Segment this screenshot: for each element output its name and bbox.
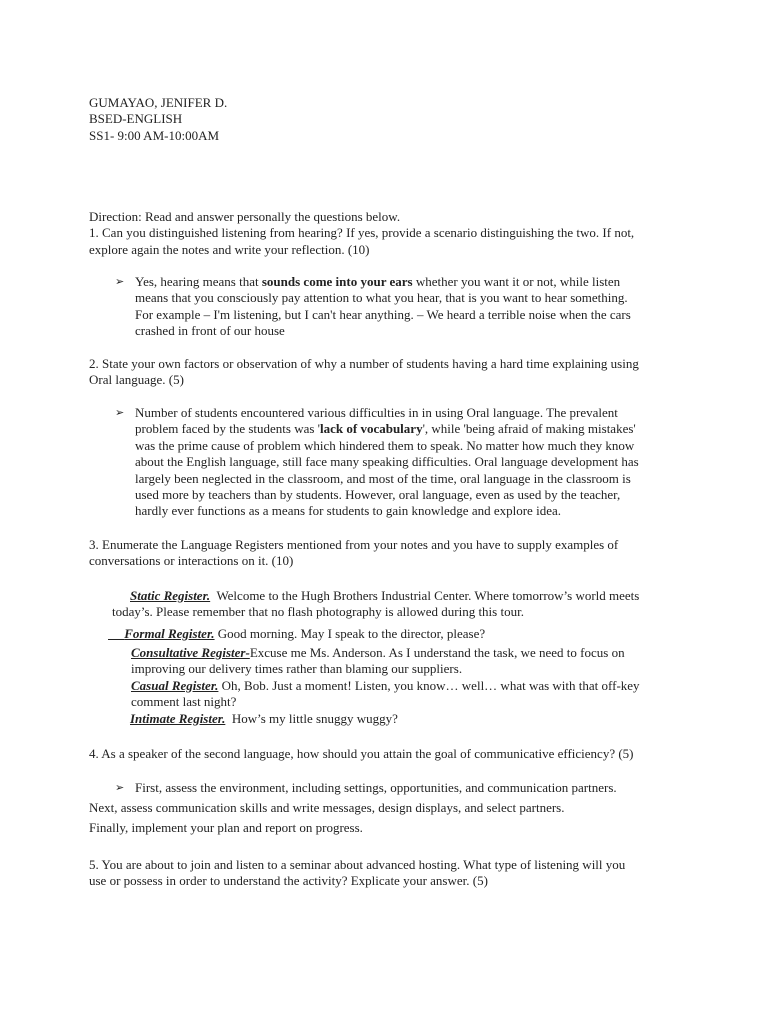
static-register-label: Static Register. <box>130 588 211 603</box>
static-register-text: Welcome to the Hugh Brothers Industrial Center. Where tomorrow’s world meets <box>216 588 640 603</box>
static-register-line-1 <box>112 588 692 604</box>
question-2-line-2: Oral language. (5) <box>89 372 184 388</box>
question-2-line-1: 2. State your own factors or observation of why a number of students having a hard time explaining using <box>89 356 639 371</box>
bullet-arrow-icon: ➢ <box>115 275 125 288</box>
answer-4-text-1: First, assess the environment, including settings, opportunities, and communication partners. <box>135 780 617 795</box>
answer-1-line-2: means that you consciously pay attention to what you hear, that is you want to hear something. <box>135 290 628 306</box>
direction-text: Direction: Read and answer personally the questions below. <box>89 209 401 224</box>
answer-2-bold: lack of vocabulary <box>320 421 423 437</box>
answer-4-line-3: Finally, implement your plan and report on progress. <box>89 820 363 836</box>
answer-4-line-1 <box>135 780 695 796</box>
formal-register-text: Good morning. May I speak to the director, please? <box>217 626 486 641</box>
question-1-line-2: explore again the notes and write your reflection. (10) <box>89 241 370 257</box>
answer-2-line-1: Number of students encountered various difficulties in in using Oral language. The prevalent <box>135 405 618 420</box>
answer-4-continued <box>89 800 679 837</box>
consultative-register <box>131 645 691 678</box>
static-register <box>112 588 692 621</box>
answer-2-text: problem faced by the students was ' <box>135 421 321 437</box>
answer-2-line-7: hardly ever functions as a means for students to gain knowledge and explore idea. <box>135 503 561 519</box>
answer-1-line-1 <box>135 274 695 290</box>
question-1-block <box>89 209 679 258</box>
formal-register-label <box>108 626 215 641</box>
answer-1-line-3: For example – I'm listening, but I can't hear anything. – We heard a terrible noise when the cars <box>135 306 631 322</box>
question-3-line-2: conversations or interactions on it. (10) <box>89 553 294 569</box>
question-1-line-1: 1. Can you distinguished listening from hearing? If yes, provide a scenario distinguishing the two. If not, <box>89 225 635 241</box>
answer-2-text-2: ', while 'being afraid of making mistakes' <box>422 421 636 437</box>
header-block <box>89 95 679 144</box>
answer-2-line-3: was the prime cause of problem which hindered them to speak. No matter how much they know <box>135 437 635 453</box>
consultative-register-label: Consultative Register- <box>131 645 250 660</box>
intimate-register <box>130 711 398 727</box>
answer-4-line-2: Next, assess communication skills and write messages, design displays, and select partners. <box>89 800 565 815</box>
bullet-arrow-icon: ➢ <box>115 781 125 794</box>
intimate-register-label: Intimate Register. <box>130 711 226 726</box>
formal-register <box>108 626 485 642</box>
casual-register <box>131 678 691 711</box>
consultative-register-line-1 <box>131 645 691 661</box>
answer-2-line-6: used more by teachers than by students. However, oral language, even as used by the teacher, <box>135 487 621 503</box>
formal-register-label-text: Formal Register. <box>124 626 215 641</box>
bullet-arrow-icon: ➢ <box>115 406 125 419</box>
casual-register-label: Casual Register. <box>131 678 219 693</box>
answer-1-text: Yes, hearing means that <box>135 274 262 289</box>
casual-register-text: Oh, Bob. Just a moment! Listen, you know… well… what was with that off-key <box>221 678 640 693</box>
question-2-block <box>89 356 679 389</box>
answer-2-line-2 <box>135 421 695 437</box>
question-3-line-1: 3. Enumerate the Language Registers mentioned from your notes and you have to supply examples of <box>89 537 619 552</box>
question-4-line: 4. As a speaker of the second language, how should you attain the goal of communicative efficiency? (5) <box>89 746 634 761</box>
answer-1 <box>135 274 695 340</box>
question-5-line-2: use or possess in order to understand the activity? Explicate your answer. (5) <box>89 873 488 889</box>
casual-register-line-2: comment last night? <box>131 694 237 710</box>
casual-register-line-1 <box>131 678 691 694</box>
answer-2-line-4: about the English language, still face many speaking difficulties. Oral language development has <box>135 454 639 470</box>
consultative-register-line-2: improving our delivery times rather than blaming our suppliers. <box>131 661 463 677</box>
answer-1-text-2: whether you want it or not, while listen <box>412 274 621 289</box>
intimate-register-text: How’s my little snuggy wuggy? <box>231 711 398 726</box>
answer-1-bold: sounds come into your ears <box>261 274 413 289</box>
question-3-block <box>89 537 679 570</box>
static-register-line-2: today’s. Please remember that no flash photography is allowed during this tour. <box>112 604 524 620</box>
class-schedule: SS1- 9:00 AM-10:00AM <box>89 127 220 143</box>
consultative-register-text: Excuse me Ms. Anderson. As I understand the task, we need to focus on <box>249 645 625 660</box>
answer-2 <box>135 405 695 520</box>
question-5-block <box>89 857 689 890</box>
answer-2-line-5: largely been neglected in the classroom, and most of the time, oral language in the classroom is <box>135 470 631 486</box>
student-program: BSED-ENGLISH <box>89 111 183 127</box>
question-5-line-1: 5. You are about to join and listen to a seminar about advanced hosting. What type of listening will you <box>89 857 626 872</box>
answer-1-line-4: crashed in front of our house <box>135 323 285 339</box>
student-name: GUMAYAO, JENIFER D. <box>89 95 228 110</box>
question-4-block <box>89 746 689 762</box>
